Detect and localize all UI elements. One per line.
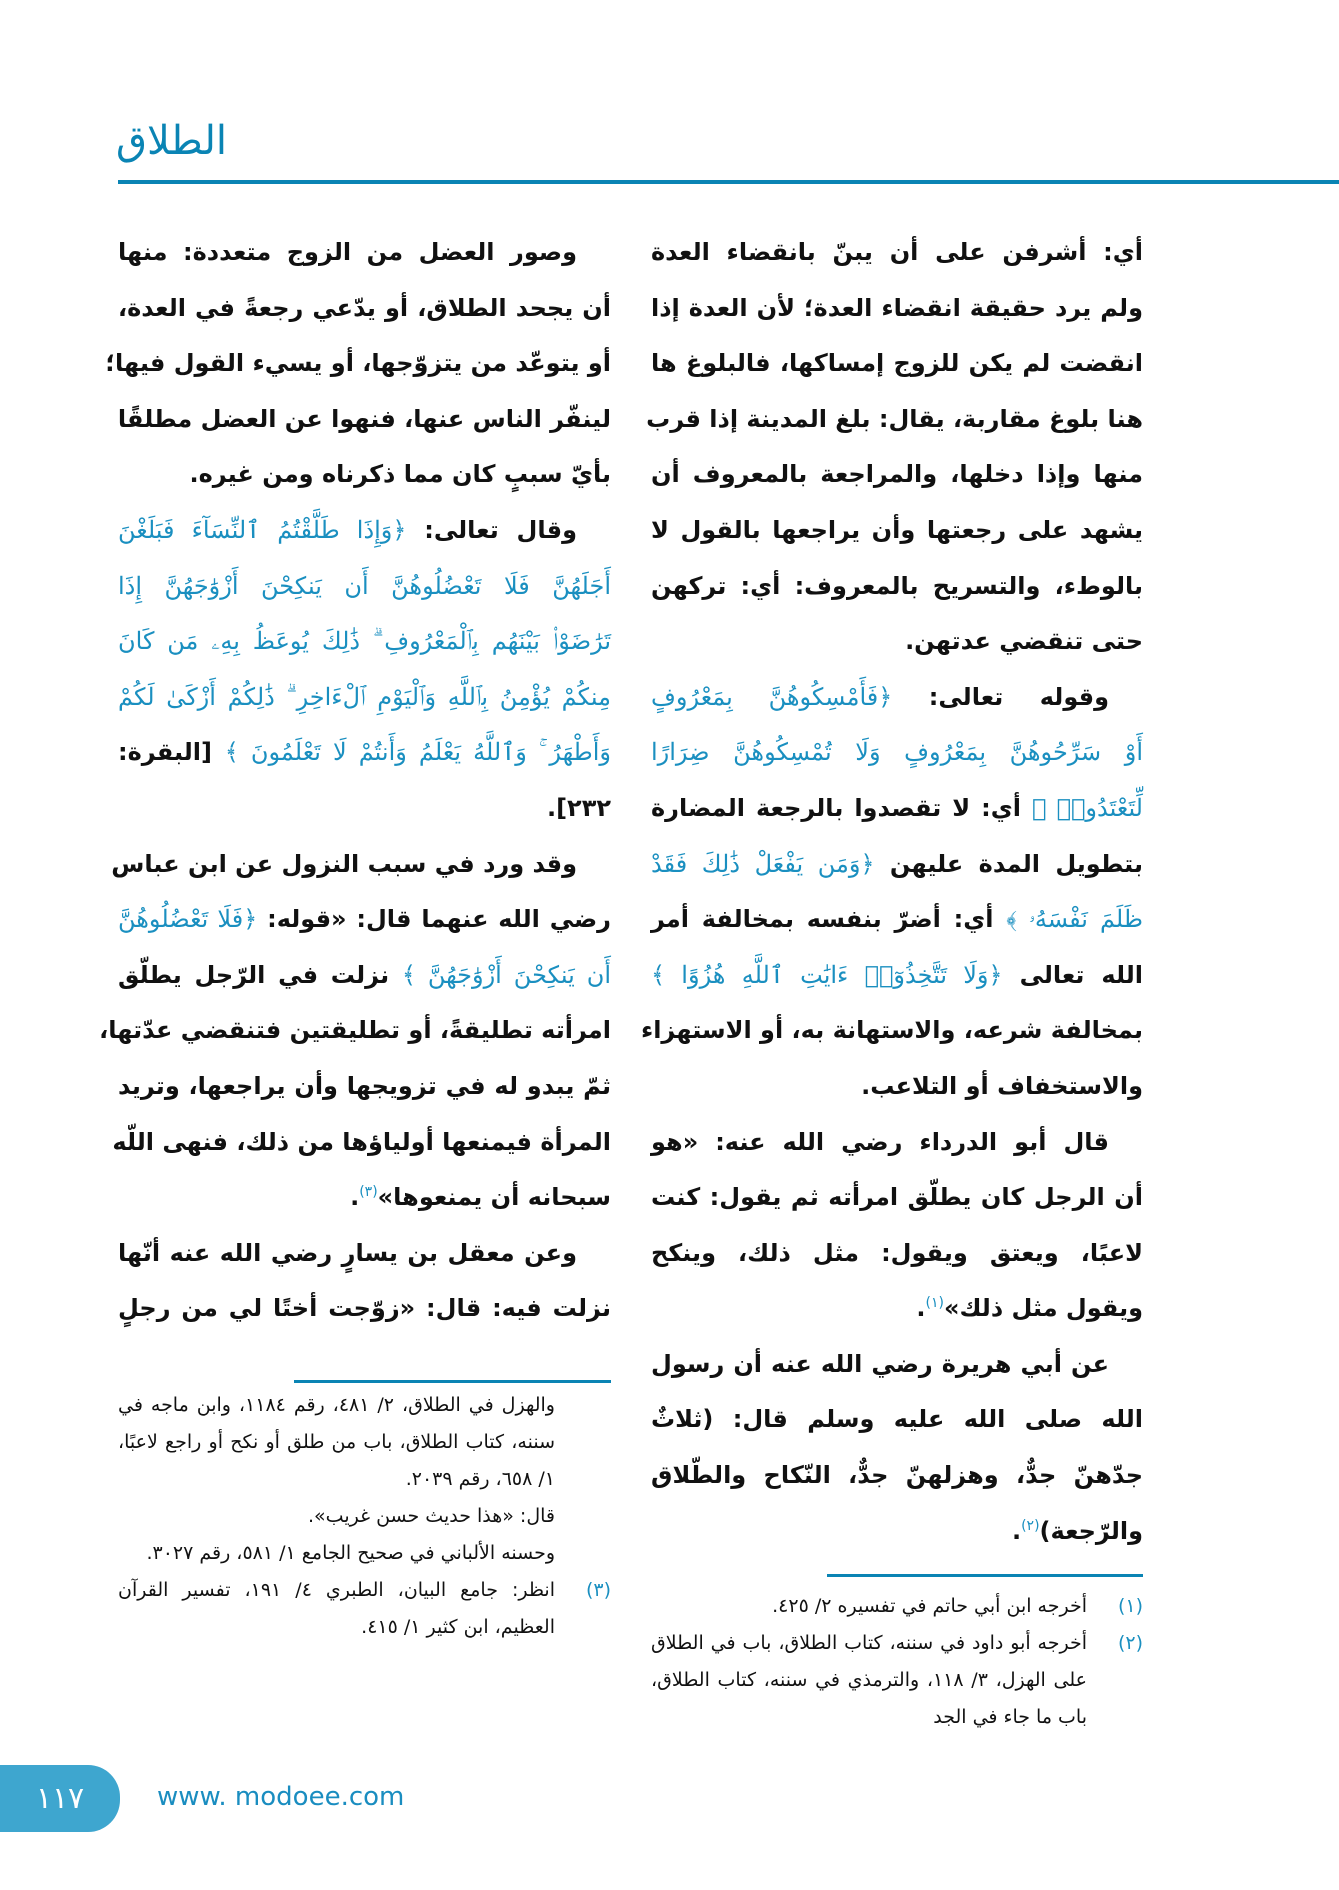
- footnote-ref[interactable]: (١): [925, 1295, 944, 1312]
- text-line: [118, 614, 611, 670]
- footnote: [118, 1535, 611, 1572]
- text-line: [651, 948, 1143, 1004]
- text-line: [651, 503, 1143, 559]
- text-line: [651, 225, 1143, 281]
- footnotes-left: [118, 1387, 611, 1646]
- body-text: ثمّ يبدو له في تزويجها وأن يراجعها، وتريد: [118, 1071, 611, 1100]
- text-line: [118, 948, 611, 1004]
- body-text: ويقول مثل ذلك»: [943, 1294, 1143, 1323]
- text-line: [640, 1003, 1143, 1059]
- text-line: [118, 447, 611, 503]
- page-number: ١١٧: [0, 1765, 120, 1832]
- body-text: بتطويل المدة عليهن: [874, 849, 1143, 878]
- text-line: [651, 670, 1143, 726]
- paragraph: [99, 837, 611, 1226]
- body-text: الله صلى الله عليه وسلم قال: (ثلاثٌ: [651, 1405, 1143, 1434]
- body-text: وقوله تعالى:: [892, 682, 1110, 711]
- text-line: [112, 1115, 611, 1171]
- body-text: بأيّ سببٍ كان مما ذكرناه ومن غيره.: [189, 460, 611, 489]
- body-text: [البقرة:: [118, 738, 225, 767]
- text-line: [118, 670, 611, 726]
- body-text: يشهد على رجعتها وأن يراجعها بالقول لا: [651, 515, 1143, 544]
- text-line: [651, 725, 1143, 781]
- body-text: أو يتوعّد من يتزوّجها، أو يسيء القول فيها؛: [105, 349, 611, 378]
- body-text: نزلت فيه: قال: «زوّجت أختًا لي من رجلٍ: [118, 1294, 611, 1323]
- text-line: [651, 781, 1143, 837]
- text-line: [118, 559, 611, 615]
- text-line: [646, 392, 1143, 448]
- paragraph: [118, 1226, 611, 1337]
- footnote: [118, 1498, 611, 1535]
- body-text: أي: أضرّ بنفسه بمخالفة أمر: [651, 905, 1007, 934]
- quran-verse: أَجَلَهُنَّ فَلَا تَعْضُلُوهُنَّ أَن يَنكِحْنَ أَزْوَٰجَهُنَّ إِذَا: [118, 571, 611, 600]
- text-line: [651, 1226, 1143, 1282]
- footnote-number: (٢): [1117, 1632, 1143, 1654]
- body-text: بالوطء، والتسريح بالمعروف: أي: تركهن: [651, 571, 1143, 600]
- footnote-number: (٣): [585, 1579, 611, 1601]
- body-text: وصور العضل من الزوج متعددة: منها: [118, 238, 577, 266]
- body-text: المرأة فيمنعها أولياؤها من ذلك، فنهى اللّه: [112, 1127, 611, 1156]
- quran-verse: ﴿وَلَا تَتَّخِذُوٓا۟ ءَايَٰتِ ٱللَّهِ هُزُوًا ﴾: [651, 960, 1003, 989]
- text-line: [118, 725, 611, 781]
- quran-verse: ﴿فَأَمْسِكُوهُنَّ بِمَعْرُوفٍ: [651, 682, 893, 711]
- body-text: سبحانه أن يمنعوها»: [377, 1183, 611, 1212]
- body-text: انقضت لم يكن للزوج إمساكها، فالبلوغ ها: [651, 349, 1143, 378]
- text-line: [651, 1392, 1143, 1448]
- body-text: أي: أشرفن على أن يبنّ بانقضاء العدة: [651, 238, 1143, 266]
- body-text: .: [1011, 1516, 1022, 1545]
- text-line: [118, 503, 611, 559]
- text-line: [99, 1003, 611, 1059]
- text-line: [651, 1504, 1143, 1560]
- text-line: [651, 1281, 1143, 1337]
- body-text: حتى تنقضي عدتهن.: [905, 627, 1143, 656]
- quran-verse: ﴿فَلَا تَعْضُلُوهُنَّ: [118, 905, 258, 934]
- body-text: ولم يرد حقيقة انقضاء العدة؛ لأن العدة إذا: [651, 293, 1143, 322]
- text-line: [118, 1226, 611, 1282]
- quran-verse: أَن يَنكِحْنَ أَزْوَٰجَهُنَّ ﴾: [401, 960, 611, 989]
- body-text: منها وإذا دخلها، والمراجعة بالمعروف أن: [651, 460, 1143, 489]
- body-text: امرأته تطليقةً، أو تطليقتين فتنقضي عدّتها،: [99, 1016, 611, 1045]
- body-text: قال أبو الدرداء رضي الله عنه: «هو: [651, 1127, 1109, 1156]
- text-line: [118, 1059, 611, 1115]
- body-text: أن الرجل كان يطلّق امرأته ثم يقول: كنت: [651, 1183, 1143, 1212]
- text-line: [651, 1170, 1143, 1226]
- text-line: [651, 1337, 1143, 1393]
- paragraph: [651, 1337, 1143, 1559]
- text-line: [651, 1448, 1143, 1504]
- body-text: ٢٣٢].: [546, 793, 611, 822]
- body-text: بمخالفة شرعه، والاستهانة به، أو الاستهزاء: [640, 1016, 1143, 1045]
- quran-verse: وَأَطْهَرُ ۚ وَٱللَّهُ يَعْلَمُ وَأَنتُمْ لَا تَعْلَمُونَ ﴾: [224, 738, 612, 767]
- quran-verse: أَوْ سَرِّحُوهُنَّ بِمَعْرُوفٍ وَلَا تُمْسِكُوهُنَّ ضِرَارًا: [651, 738, 1143, 767]
- footnote: [651, 1588, 1143, 1625]
- text-line: [118, 781, 611, 837]
- chapter-title: الطلاق: [116, 118, 228, 164]
- body-text: عن أبي هريرة رضي الله عنه أن رسول: [651, 1349, 1109, 1378]
- footnote-text: انظر: جامع البيان، الطبري ٤/ ١٩١، تفسير القرآن العظيم، ابن كثير ١/ ٤١٥.: [118, 1579, 555, 1638]
- body-text: لينفّر الناس عنها، فنهوا عن العضل مطلقًا: [117, 404, 611, 433]
- footnote-text: قال: «هذا حديث حسن غريب».: [308, 1505, 555, 1527]
- text-line: [651, 614, 1143, 670]
- paragraph: [651, 1115, 1143, 1337]
- text-line: [651, 281, 1143, 337]
- body-text: أن يجحد الطلاق، أو يدّعي رجعةً في العدة،: [118, 293, 611, 322]
- footnote-ref[interactable]: (٢): [1021, 1517, 1040, 1534]
- text-line: [118, 1170, 611, 1226]
- quran-verse: مِنكُمْ يُؤْمِنُ بِٱللَّهِ وَٱلْيَوْمِ ٱلْءَاخِرِ ۗ ذَٰلِكُمْ أَزْكَىٰ لَكُمْ: [118, 682, 611, 711]
- quran-verse: ﴿وَمَن يَفْعَلْ ذَٰلِكَ فَقَدْ: [651, 849, 875, 878]
- footnote-text: والهزل في الطلاق، ٢/ ٤٨١، رقم ١١٨٤، وابن ماجه في سننه، كتاب الطلاق، باب من طلق أو نكح أو راجع لاعبًا، ١/ ٦٥٨، رقم ٢٠٣٩.: [118, 1394, 555, 1490]
- text-line: [651, 336, 1143, 392]
- body-text: والاستخفاف أو التلاعب.: [861, 1071, 1143, 1100]
- footnote-divider-right: [827, 1574, 1143, 1577]
- text-line: [118, 892, 611, 948]
- footnote-text: أخرجه ابن أبي حاتم في تفسيره ٢/ ٤٢٥.: [772, 1595, 1087, 1617]
- footnote: [651, 1625, 1143, 1736]
- footnote-ref[interactable]: (٣): [359, 1184, 378, 1201]
- text-line: [651, 559, 1143, 615]
- left-text-column: [99, 225, 612, 1337]
- text-line: [651, 1059, 1143, 1115]
- header-divider: [118, 180, 1339, 184]
- paragraph: [105, 225, 611, 503]
- text-line: [111, 837, 611, 893]
- body-text: نزلت في الرّجل يطلّق: [118, 960, 402, 989]
- footnote-text: وحسنه الألباني في صحيح الجامع ١/ ٥٨١، رقم ٣٠٢٧.: [146, 1542, 555, 1564]
- text-line: [118, 392, 611, 448]
- quran-verse: ﴿وَإِذَا طَلَّقْتُمُ ٱلنِّسَآءَ فَبَلَغْنَ: [118, 515, 407, 544]
- body-text: وعن معقل بن يسارٍ رضي الله عنه أنّها: [118, 1238, 577, 1267]
- body-text: رضي الله عنهما قال: «قوله:: [257, 905, 611, 934]
- body-text: جدّهنّ جدٌّ، وهزلهنّ جدٌّ، النّكاح والطّلاق: [651, 1461, 1143, 1490]
- body-text: أي: لا تقصدوا بالرجعة المضارة: [651, 793, 1032, 822]
- quran-verse: لِّتَعْتَدُوا۟ ﴾: [1031, 793, 1143, 822]
- paragraph: [118, 503, 611, 837]
- text-line: [105, 336, 611, 392]
- text-line: [651, 1115, 1143, 1171]
- body-text: هنا بلوغ مقاربة، يقال: بلغ المدينة إذا قرب: [646, 404, 1143, 433]
- body-text: وقد ورد في سبب النزول عن ابن عباس: [111, 849, 577, 878]
- footnote-divider-left: [294, 1380, 611, 1383]
- footnote: [118, 1387, 611, 1498]
- right-text-column: [640, 225, 1143, 1559]
- text-line: [651, 892, 1143, 948]
- body-text: والرّجعة): [1039, 1516, 1143, 1545]
- paragraph: [640, 670, 1143, 1115]
- body-text: الله تعالى: [1002, 960, 1143, 989]
- footnote-text: أخرجه أبو داود في سننه، كتاب الطلاق، باب في الطلاق على الهزل، ٣/ ١١٨، والترمذي في سننه، كتاب الطلاق، باب ما جاء في الجد: [651, 1632, 1087, 1728]
- text-line: [651, 837, 1143, 893]
- text-line: [651, 447, 1143, 503]
- footnote-number: (١): [1117, 1595, 1143, 1617]
- footnote: [118, 1572, 611, 1646]
- body-text: .: [350, 1183, 360, 1212]
- quran-verse: تَرَٰضَوْا۟ بَيْنَهُم بِٱلْمَعْرُوفِ ۗ ذَٰلِكَ يُوعَظُ بِهِۦ مَن كَانَ: [118, 627, 611, 656]
- body-text: .: [916, 1294, 926, 1323]
- text-line: [118, 281, 611, 337]
- quran-verse: ظَلَمَ نَفْسَهُۥ ﴾: [1006, 905, 1143, 934]
- footnotes-right: [651, 1588, 1143, 1736]
- website-link[interactable]: www. modoee.com: [157, 1782, 405, 1812]
- text-line: [118, 1281, 611, 1337]
- body-text: وقال تعالى:: [406, 515, 577, 544]
- paragraph: [646, 225, 1143, 670]
- text-line: [118, 225, 611, 281]
- body-text: لاعبًا، ويعتق ويقول: مثل ذلك، وينكح: [651, 1238, 1143, 1267]
